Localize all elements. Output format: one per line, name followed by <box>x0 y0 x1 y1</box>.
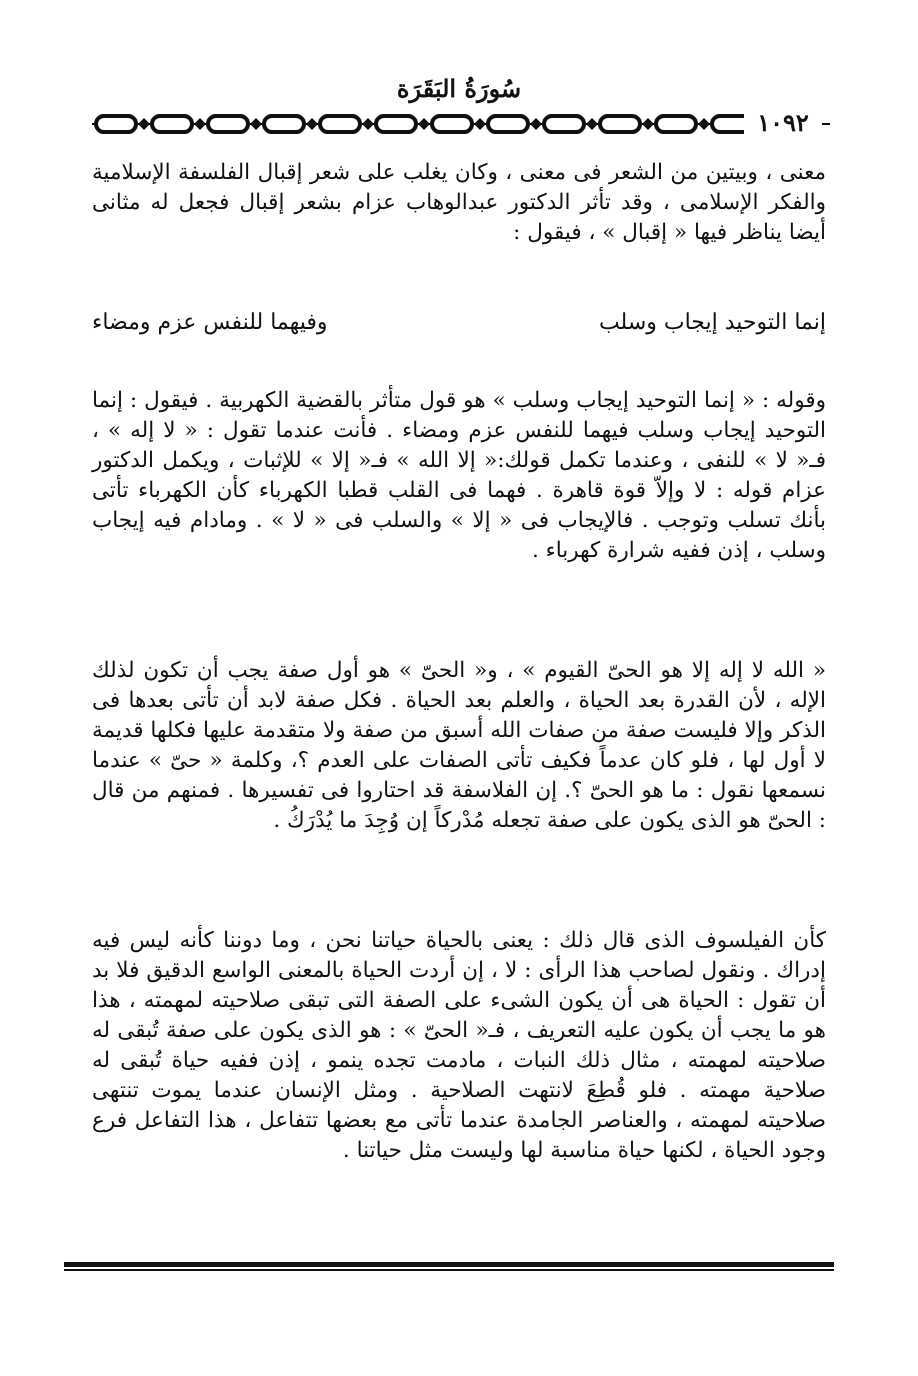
decorative-border-icon <box>92 108 830 140</box>
paragraph-4: كأن الفيلسوف الذى قال ذلك : يعنى بالحياة حياتنا نحن ، وما دوننا كأنه ليس فيه إدراك . ونقول لصاحب هذا الرأى : لا ، إن أردت الحياة بالمعنى الواسع الدقيق فلا بد أن تقول : الحياة هى أن يكون الشىء على الصفة التى تبقى صلاحيته لمهمته ، هذا هو ما يجب أن يكون عليه التعريف ، فـ« الحىّ » : هو الذى يكون على صفة تُبقى له صلاحيته لمهمته ، مثال ذلك النبات ، مادمت تجده ينمو ، إذن ففيه حياة تُبقى له صلاحية مهمته . فلو قُطِعَ لانتهت الصلاحية . ومثل الإنسان عندما يموت تنتهى صلاحيته لمهمته ، والعناصر الجامدة عندما تأتى مع بعضها تتفاعل ، هذا التفاعل فرع وجود الحياة ، لكنها حياة مناسبة لها وليست مثل حياتنا . <box>92 928 826 1163</box>
verse-second-hemistich: وفيهما للنفس عزم ومضاء <box>92 310 328 335</box>
poetry-verse <box>92 308 826 386</box>
paragraph-2: وقوله : « إنما التوحيد إيجاب وسلب » هو قول متأثر بالقضية الكهربية . فيقول : إنما التوحيد إيجاب وسلب فيهما للنفس عزم ومضاء . فأنت عندما تقول : « لا إله » ، فـ« لا » للنفى ، وعندما تكمل قولك:« إلا الله » فـ« إلا » للإثبات ، ويكمل الدكتور عزام قوله : لا وإلاّ قوة قاهرة . فهما فى القلب قطبا الكهرباء كأن الكهرباء تأتى بأنك تسلب وتوجب . فالإيجاب فى « إلا » والسلب فى « لا » . ومادام فيه إيجاب وسلب ، إذن ففيه شرارة كهرباء . <box>92 388 826 563</box>
paragraph-1: معنى ، وبيتين من الشعر فى معنى ، وكان يغلب على شعر إقبال الفلسفة الإسلامية والفكر الإسلامى ، وقد تأثر الدكتور عبدالوهاب عزام بشعر إقبال فجعل له مثانى أيضا يناظر فيها « إقبال » ، فيقول : <box>92 160 826 245</box>
paragraph-3: « الله لا إله إلا هو الحىّ القيوم » ، و« الحىّ » هو أول صفة يجب أن تكون لذلك الإله ، لأن القدرة بعد الحياة ، والعلم بعد الحياة . فكل صفة لابد أن تأتى بعدها فى الذكر وإلا فليست صفة من صفات الله أسبق من صفة ولا متقدمة عليها فكلها قديمة لا أول لها ، فلو كان عدماً فكيف تأتى الصفات على العدم ؟، وكلمة « حىّ » عندما نسمعها نقول : ما هو الحىّ ؟. إن الفلاسفة قد احتاروا فى تفسيرها . فمنهم من قال : الحىّ هو الذى يكون على صفة تجعله مُدْركاً إن وُجِدَ ما يُدْرَكُ . <box>92 658 826 833</box>
surah-title: سُورَةُ البَقَرَة <box>396 74 522 103</box>
page-body <box>92 158 826 1166</box>
verse-first-hemistich: إنما التوحيد إيجاب وسلب <box>598 310 826 335</box>
page-number: ١٠٩٢ <box>744 106 822 140</box>
footer-rule-thin <box>64 1269 834 1271</box>
footer-rule <box>64 1262 834 1267</box>
